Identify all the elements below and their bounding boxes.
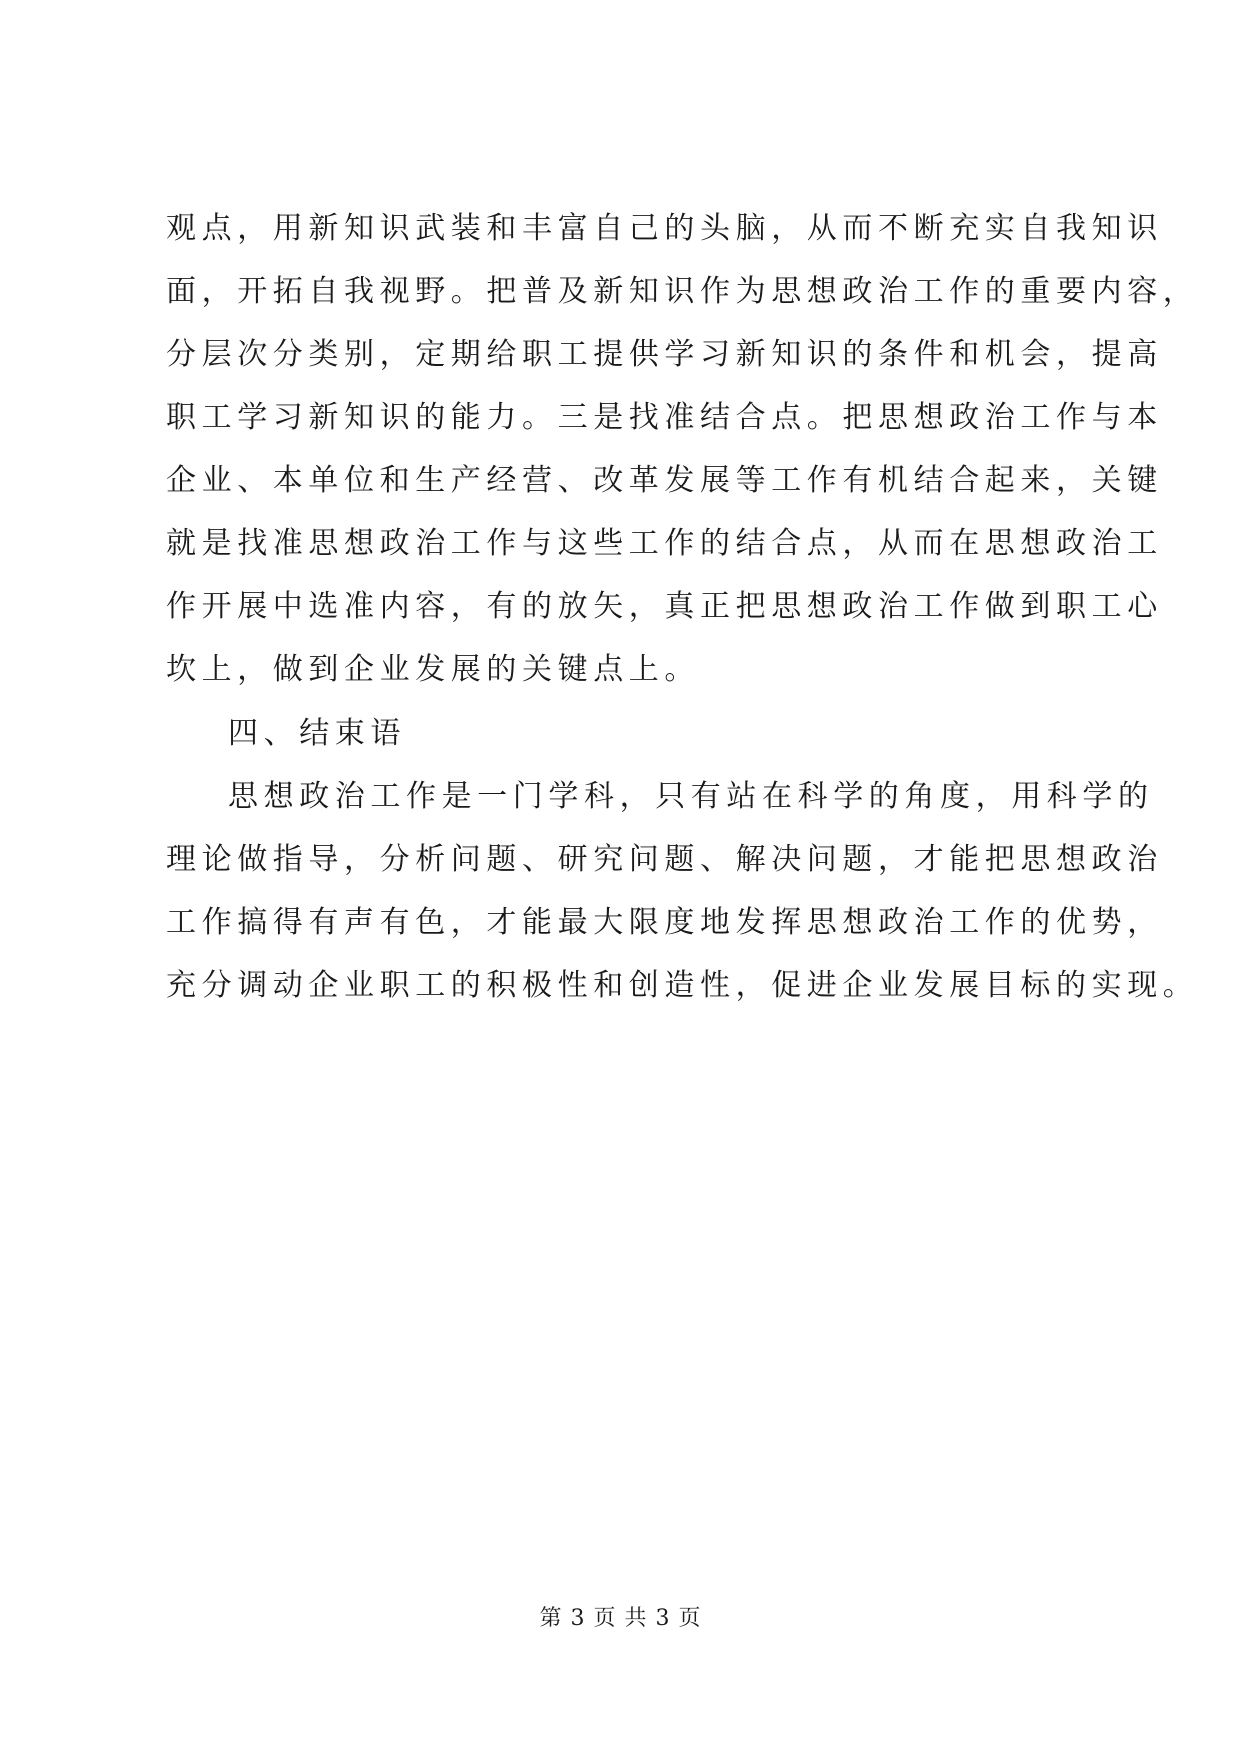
- paragraph-line: 思想政治工作是一门学科，只有站在科学的角度，用科学的: [228, 779, 1154, 814]
- paragraph-line: 职工学习新知识的能力。三是找准结合点。把思想政治工作与本: [166, 400, 1163, 435]
- page-footer: 第 3 页 共 3 页: [539, 1606, 702, 1631]
- paragraph-line: 作开展中选准内容，有的放矢，真正把思想政治工作做到职工心: [166, 589, 1163, 624]
- paragraph-line: 坎上，做到企业发展的关键点上。: [166, 652, 700, 687]
- paragraph-line: 理论做指导，分析问题、研究问题、解决问题，才能把思想政治: [166, 842, 1163, 877]
- paragraph-line: 工作搞得有声有色，才能最大限度地发挥思想政治工作的优势，: [166, 905, 1163, 940]
- paragraph-line: 就是找准思想政治工作与这些工作的结合点，从而在思想政治工: [166, 526, 1163, 561]
- paragraph-line: 面，开拓自我视野。把普及新知识作为思想政治工作的重要内容，: [166, 274, 1199, 309]
- paragraph-line: 企业、本单位和生产经营、改革发展等工作有机结合起来，关键: [166, 463, 1163, 498]
- paragraph-line: 充分调动企业职工的积极性和创造性，促进企业发展目标的实现。: [166, 968, 1199, 1003]
- paragraph-line: 观点，用新知识武装和丰富自己的头脑，从而不断充实自我知识: [166, 211, 1163, 246]
- section-heading: 四、结束语: [228, 716, 406, 751]
- paragraph-line: 分层次分类别，定期给职工提供学习新知识的条件和机会，提高: [166, 337, 1163, 372]
